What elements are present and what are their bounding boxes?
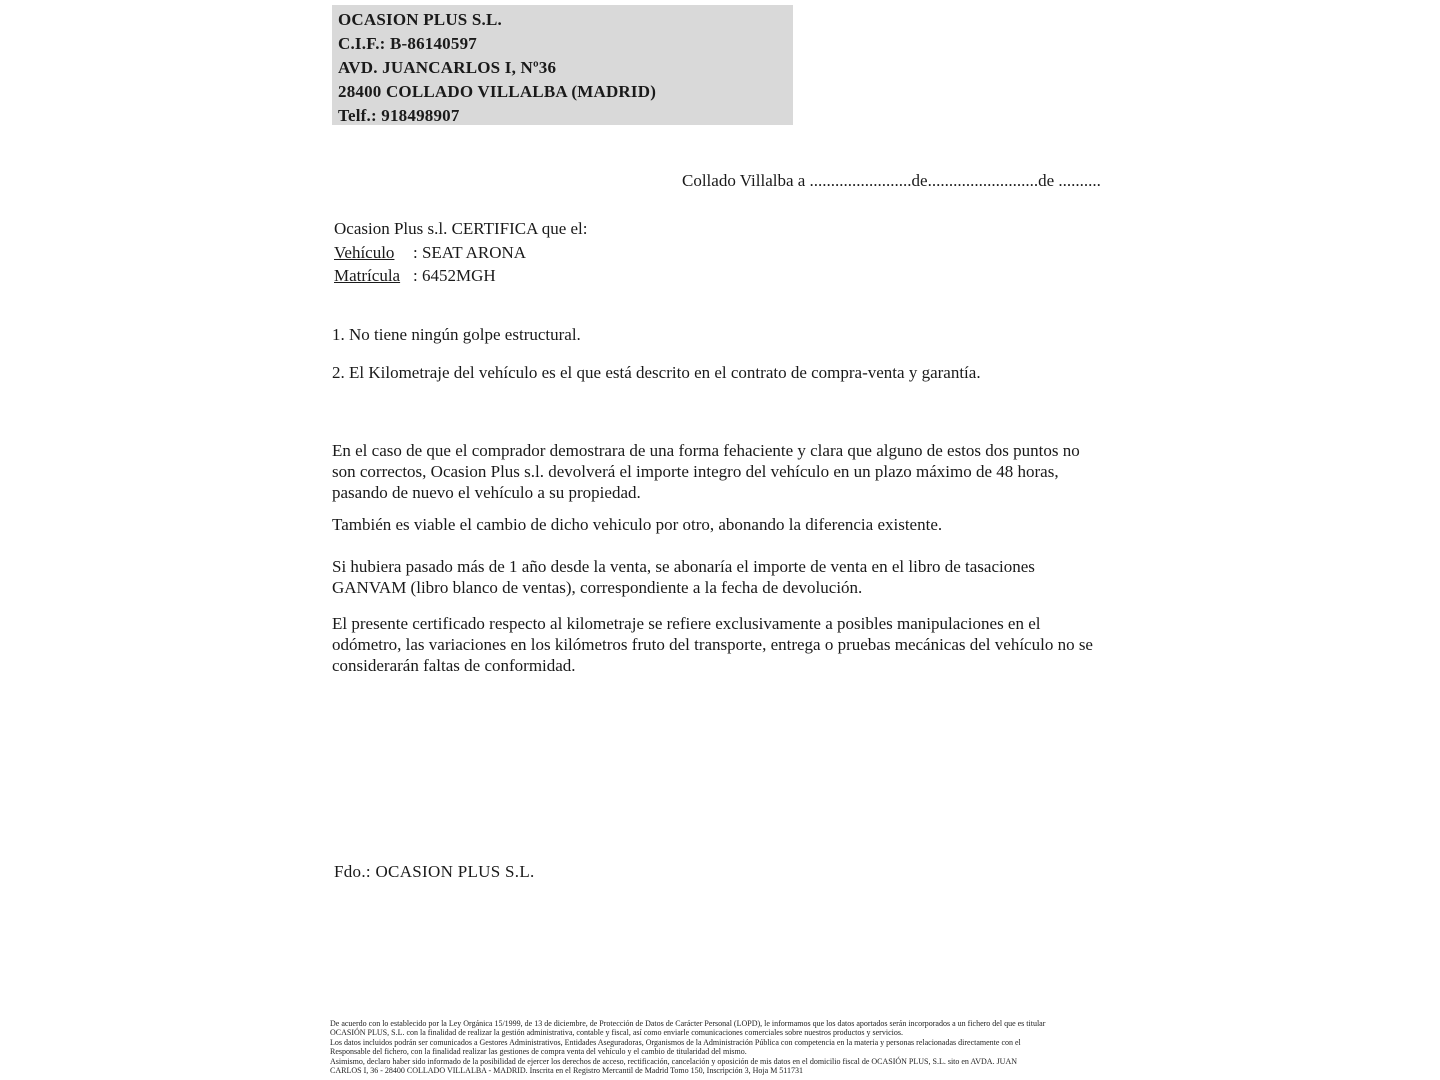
condition-item-1: 1. No tiene ningún golpe estructural. — [332, 325, 581, 344]
legal-line: OCASIÓN PLUS, S.L. con la finalidad de realizar la gestión administrativa, contable y fiscal, así como enviarle comunicaciones comerciales sobre nuestros productos y servicios. — [330, 1028, 903, 1038]
company-city: 28400 COLLADO VILLALBA (MADRID) — [338, 82, 657, 101]
plate-value: : 6452MGH — [413, 266, 496, 285]
legal-line: Asimismo, declaro haber sido informado de la posibilidad de ejercer los derechos de acceso, rectificación, cancelación y oposición de mis datos en el domicilio fiscal de OCASIÓN PLUS, S.L. sito en AVDA. JUAN — [330, 1056, 1018, 1066]
company-name: OCASION PLUS S.L. — [338, 10, 502, 29]
legal-line: CARLOS I, 36 - 28400 COLLADO VILLALBA - MADRID. Inscrita en el Registro Mercantil de Madrid Tomo 150, Inscripción 3, Hoja M 511731 — [330, 1066, 804, 1076]
plate-row — [334, 264, 588, 288]
legal-line: Responsable del fichero, con la finalidad realizar las gestiones de compra venta del vehículo y el cambio de titularidad del mismo. — [330, 1047, 747, 1057]
paragraph-ganvam: Si hubiera pasado más de 1 año desde la venta, se abonaría el importe de venta en el libro de tasaciones GANVAM (libro blanco de ventas), correspondiente a la fecha de devolución. — [332, 557, 1035, 597]
signature-line: Fdo.: OCASION PLUS S.L. — [334, 862, 535, 881]
plate-label: Matrícula — [334, 266, 401, 285]
certification-block — [334, 217, 588, 288]
company-address: AVD. JUANCARLOS I, Nº36 — [338, 58, 557, 77]
date-line: Collado Villalba a ........................de..........................de .......... — [682, 171, 1101, 190]
company-header-block — [332, 5, 793, 125]
paragraph-odometer: El presente certificado respecto al kilometraje se refiere exclusivamente a posibles manipulaciones en el odómetro, las variaciones en los kilómetros fruto del transporte, entrega o pruebas mecánicas del vehículo no se considerarán faltas de conformidad. — [332, 614, 1093, 675]
condition-item-2: 2. El Kilometraje del vehículo es el que está descrito en el contrato de compra-venta y garantía. — [332, 363, 981, 382]
vehicle-label: Vehículo — [334, 242, 395, 262]
paragraph-refund: En el caso de que el comprador demostrara de una forma fehaciente y clara que alguno de estos dos puntos no son correctos, Ocasion Plus s.l. devolverá el importe integro del vehículo en un plazo máximo de 48 horas, pasando de nuevo el vehículo a su propiedad. — [332, 441, 1080, 502]
vehicle-row — [334, 241, 588, 265]
legal-line: Los datos incluidos podrán ser comunicados a Gestores Administrativos, Entidades Aseguradoras, Organismos de la Administración Pública con competencia en la materia y personas relacionadas directamente con el — [330, 1037, 1021, 1047]
paragraph-exchange: También es viable el cambio de dicho vehiculo por otro, abonando la diferencia existente. — [332, 515, 943, 534]
company-phone: Telf.: 918498907 — [338, 106, 460, 125]
legal-fine-print — [330, 1019, 1120, 1075]
vehicle-value: : SEAT ARONA — [413, 242, 527, 262]
company-cif: C.I.F.: B-86140597 — [338, 34, 477, 53]
legal-line: De acuerdo con lo establecido por la Ley Orgánica 15/1999, de 13 de diciembre, de Protección de Datos de Carácter Personal (LOPD), le informamos que los datos aportados serán incorporados a un fichero del que es titular — [330, 1019, 1046, 1028]
certification-intro: Ocasion Plus s.l. CERTIFICA que el: — [334, 219, 588, 238]
